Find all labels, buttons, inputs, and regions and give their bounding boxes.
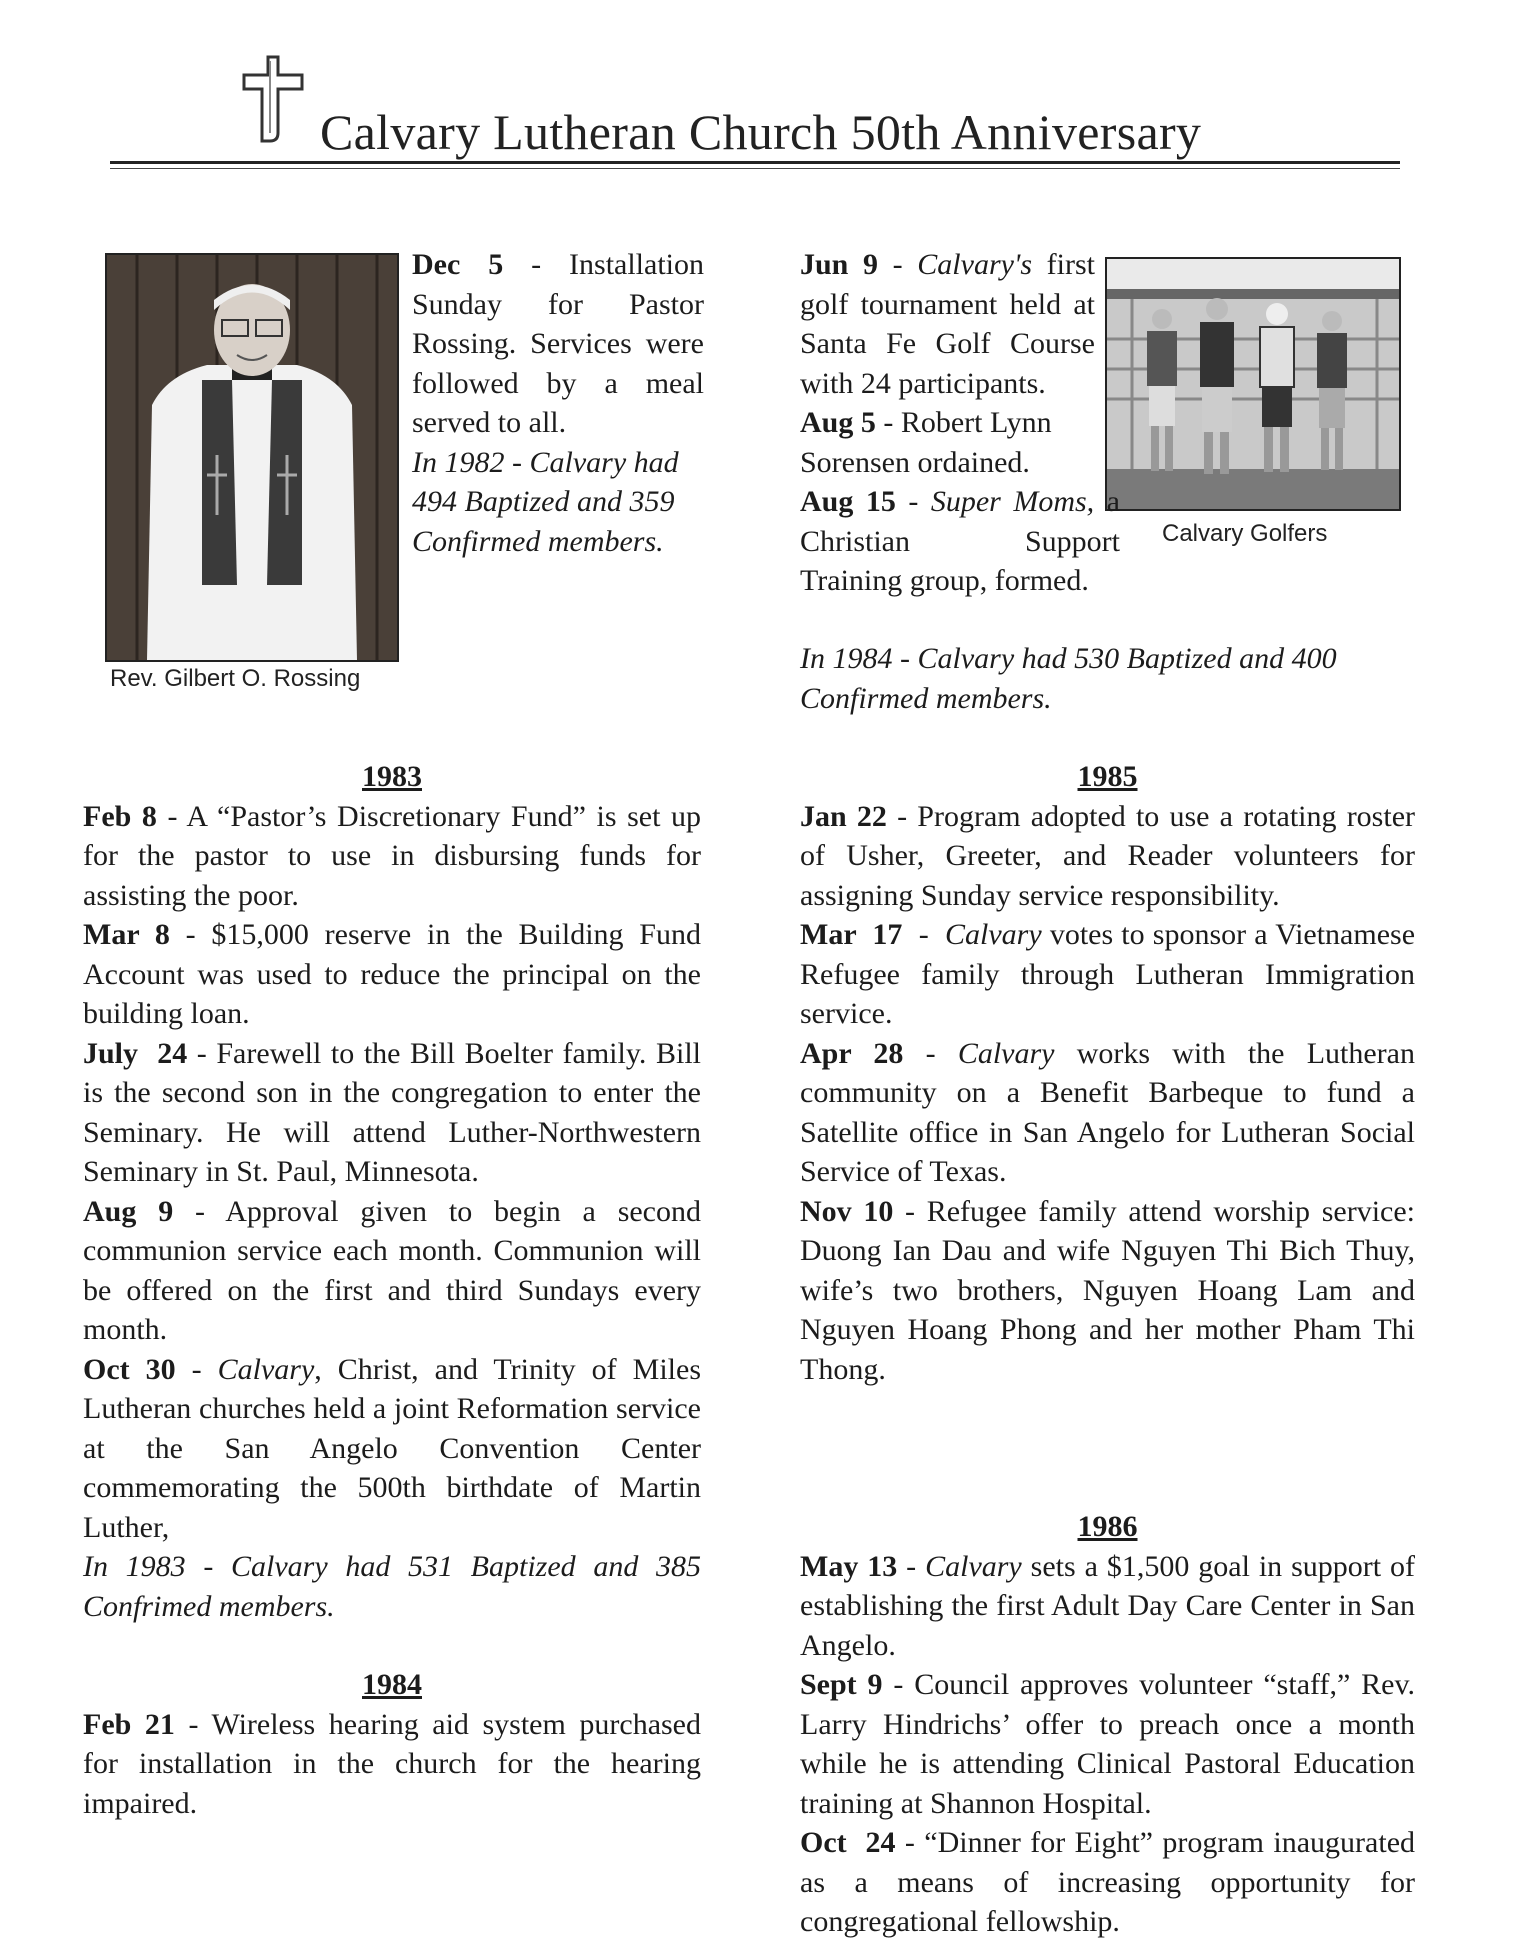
pastor-photo-caption: Rev. Gilbert O. Rossing	[110, 665, 361, 692]
header-rule-thin	[110, 168, 1400, 169]
entry-date: Mar 17	[800, 918, 903, 951]
summary-1983: In 1983 - Calvary had 531 Baptized and 385 Confrimed members.	[83, 1550, 701, 1623]
entry-text: votes to sponsor a Vietnamese Refugee family through Lutheran Immigration service.	[800, 918, 1416, 1030]
entry-oct30: Oct 30 - Calvary, Christ, and Trinity of Miles Lutheran churches held a joint Reformation service at the San Angelo Convention Center commemorating the 500th birthdate of Martin Luther,	[83, 1352, 701, 1544]
entry-text: , Christ, and Trinity of Miles Lutheran churches held a joint Reformation service at the San Angelo Convention Center commemorating the 500th birthdate of Martin Luther,	[83, 1352, 701, 1544]
entry-jan22	[800, 797, 1415, 916]
right-column	[800, 757, 1415, 1942]
entry-date: Oct 30	[83, 1352, 176, 1386]
entry-mar8	[83, 915, 701, 1034]
entry-aug9	[83, 1192, 701, 1350]
cross-icon	[240, 55, 310, 145]
entry-date: Nov 10	[800, 1194, 894, 1228]
entry-text: - Robert Lynn Sorensen ordained.	[800, 406, 1052, 479]
entry-date: Apr 28	[800, 1036, 904, 1070]
entry-aug5	[800, 403, 1095, 482]
entry-feb21	[83, 1705, 701, 1824]
entry-date: Sept 9	[800, 1668, 883, 1701]
page-title: Calvary Lutheran Church 50th Anniversary	[320, 104, 1202, 160]
pastor-photo	[105, 253, 399, 662]
entry-text: - Council approves volunteer “staff,” Rev. Larry Hindrichs’ offer to preach once a month while he is attending Clinical Pastoral Education training at Shannon Hospital.	[800, 1668, 1415, 1820]
entry-date: Aug 5	[800, 406, 876, 439]
top-left-entries	[412, 245, 704, 561]
entry-text: first golf tournament held at Santa Fe Golf Course with 24 participants.	[800, 248, 1095, 400]
entry-date: Dec 5	[412, 248, 504, 281]
entry-text: - Wireless hearing aid system purchased for installation in the church for the hearing impaired.	[83, 1707, 701, 1820]
entry-oct24	[800, 1823, 1415, 1942]
entry-text: works with the Lutheran community on a Benefit Barbeque to fund a Satellite office in San Angelo for Lutheran Social Service of Texas.	[800, 1036, 1415, 1188]
entry-text: sets a $1,500 goal in support of establishing the first Adult Day Care Center in San Angelo.	[800, 1549, 1415, 1662]
summary-1984: In 1984 - Calvary had 530 Baptized and 400 Confirmed members.	[800, 642, 1337, 715]
entry-dec5	[412, 245, 704, 443]
entry-jul24	[83, 1034, 701, 1192]
entry-date: Jun 9	[800, 248, 879, 281]
entry-text: a Christian Support Training group, formed.	[800, 485, 1120, 597]
entry-text: - Approval given to begin a second communion service each month. Communion will be offered on the first and third Sundays every month.	[83, 1194, 701, 1346]
entry-date: May 13	[800, 1549, 898, 1583]
summary-1982: In 1982 - Calvary had 494 Baptized and 359 Confirmed members.	[412, 445, 679, 558]
entry-text: - A “Pastor’s Discretionary Fund” is set up for the pastor to use in disbursing funds for assisting the poor.	[83, 799, 702, 912]
top-right-summary	[800, 639, 1415, 718]
entry-text: - Installation Sunday for Pastor Rossing. Services were followed by a meal served to all.	[412, 248, 705, 439]
entry-nov10	[800, 1192, 1415, 1390]
entry-text: - Farewell to the Bill Boelter family. Bill is the second son in the congregation to enter the Seminary. He will attend Luther-Northwestern Seminary in St. Paul, Minnesota.	[83, 1036, 702, 1188]
entry-jun9: Jun 9 - Calvary's first golf tournament held at Santa Fe Golf Course with 24 participants.	[800, 248, 1095, 400]
calvary-name: Calvary	[957, 1036, 1055, 1070]
entry-mar17: Mar 17 - Calvary votes to sponsor a Vietnamese Refugee family through Lutheran Immigration service.	[800, 918, 1416, 1030]
header-rule	[110, 161, 1400, 164]
top-right-entries-narrow	[800, 245, 1120, 601]
entry-date: Mar 8	[83, 918, 170, 951]
entry-italic: Super Moms,	[930, 485, 1095, 518]
entry-feb8	[83, 797, 701, 916]
entry-sep9	[800, 1665, 1415, 1823]
left-column	[83, 757, 701, 1823]
golfers-photo-caption: Calvary Golfers	[1162, 520, 1328, 547]
entry-date: July 24	[83, 1036, 188, 1070]
entry-date: Jan 22	[800, 799, 887, 833]
entry-text: - $15,000 reserve in the Building Fund Account was used to reduce the principal on the building loan.	[83, 918, 701, 1030]
year-heading-1983: 1983	[362, 760, 422, 793]
year-heading-1984: 1984	[362, 1668, 422, 1701]
entry-text: - Refugee family attend worship service: Duong Ian Dau and wife Nguyen Thi Bich Thuy, wife’s two brothers, Nguyen Hoang Lam and Nguyen Hoang Phong and her mother Pham Thi Thong.	[800, 1194, 1415, 1386]
entry-date: Oct 24	[800, 1826, 896, 1859]
page-header	[110, 55, 1410, 175]
entry-text: - “Dinner for Eight” program inaugurated as a means of increasing opportunity for congregational fellowship.	[800, 1826, 1416, 1938]
entry-date: Aug 9	[83, 1194, 174, 1228]
calvary-name: Calvary	[925, 1549, 1022, 1583]
year-heading-1986: 1986	[1077, 1510, 1138, 1543]
entry-aug15: Aug 15 - Super Moms, a Christian Support Training group, formed.	[800, 485, 1120, 597]
year-heading-1985: 1985	[1077, 760, 1138, 793]
entry-apr28: Apr 28 - Calvary works with the Lutheran community on a Benefit Barbeque to fund a Satellite office in San Angelo for Lutheran Social Service of Texas.	[800, 1036, 1415, 1188]
entry-date: Feb 8	[83, 799, 157, 833]
golfers-photo	[1105, 257, 1401, 511]
entry-date: Feb 21	[83, 1707, 175, 1741]
calvary-name: Calvary	[217, 1352, 315, 1386]
entry-may13: May 13 - Calvary sets a $1,500 goal in support of establishing the first Adult Day Care Center in San Angelo.	[800, 1549, 1415, 1662]
calvary-name: Calvary	[945, 918, 1042, 951]
entry-text: - Program adopted to use a rotating roster of Usher, Greeter, and Reader volunteers for assigning Sunday service responsibility.	[800, 799, 1416, 912]
calvary-name: Calvary's	[917, 248, 1033, 281]
entry-date: Aug 15	[800, 485, 896, 518]
